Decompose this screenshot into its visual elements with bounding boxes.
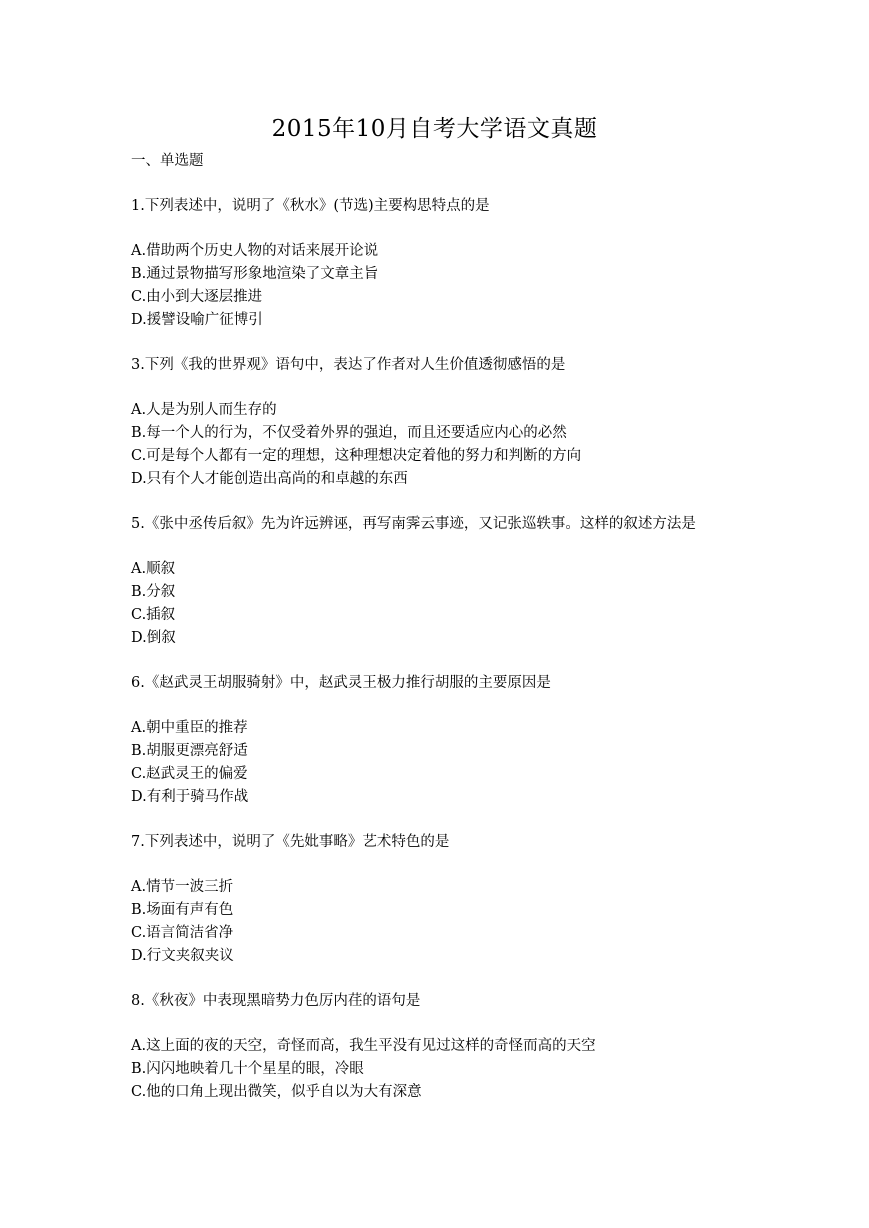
question-8 — [131, 990, 771, 1104]
option-a: A.顺叙 — [131, 561, 176, 577]
option-a: A.人是为别人而生存的 — [131, 402, 277, 418]
question-3 — [131, 354, 771, 491]
option-b: B.通过景物描写形象地渲染了文章主旨 — [131, 266, 379, 282]
option-d: D.有利于骑马作战 — [131, 789, 249, 805]
question-5 — [131, 513, 771, 650]
document-body — [131, 150, 771, 1126]
question-stem: 6.《赵武灵王胡服骑射》中，赵武灵王极力推行胡服的主要原因是 — [131, 675, 551, 691]
question-6 — [131, 672, 771, 809]
option-a: A.朝中重臣的推荐 — [131, 720, 248, 736]
option-c: C.他的口角上现出微笑，似乎自以为大有深意 — [131, 1084, 422, 1100]
option-d: D.行文夹叙夹议 — [131, 948, 234, 964]
option-d: D.援譬设喻广征博引 — [131, 312, 263, 328]
option-a: A.情节一波三折 — [131, 879, 234, 895]
option-c: C.由小到大逐层推进 — [131, 289, 263, 305]
question-stem: 8.《秋夜》中表现黑暗势力色厉内荏的语句是 — [131, 993, 421, 1009]
section-heading: 一、单选题 — [131, 153, 204, 169]
question-stem: 7.下列表述中，说明了《先妣事略》艺术特色的是 — [131, 834, 450, 850]
option-b: B.分叙 — [131, 584, 176, 600]
option-c: C.语言简洁省净 — [131, 925, 234, 941]
question-stem: 5.《张中丞传后叙》先为许远辨诬，再写南霁云事迹，又记张巡轶事。这样的叙述方法是 — [131, 516, 696, 532]
page-title: 2015年10月自考大学语文真题 — [271, 116, 598, 142]
option-d: D.只有个人才能创造出高尚的和卓越的东西 — [131, 471, 408, 487]
option-d: D.倒叙 — [131, 630, 176, 646]
question-stem: 1.下列表述中，说明了《秋水》(节选)主要构思特点的是 — [131, 198, 490, 214]
option-c: C.可是每个人都有一定的理想，这种理想决定着他的努力和判断的方向 — [131, 448, 582, 464]
question-7 — [131, 831, 771, 968]
option-c: C.赵武灵王的偏爱 — [131, 766, 248, 782]
option-b: B.闪闪地映着几十个星星的眼，冷眼 — [131, 1061, 364, 1077]
option-b: B.胡服更漂亮舒适 — [131, 743, 248, 759]
option-c: C.插叙 — [131, 607, 176, 623]
option-a: A.这上面的夜的天空，奇怪而高，我生平没有见过这样的奇怪而高的天空 — [131, 1038, 596, 1054]
question-1 — [131, 195, 771, 332]
option-b: B.每一个人的行为，不仅受着外界的强迫，而且还要适应内心的必然 — [131, 425, 567, 441]
option-b: B.场面有声有色 — [131, 902, 234, 918]
option-a: A.借助两个历史人物的对话来展开论说 — [131, 243, 379, 259]
question-stem: 3.下列《我的世界观》语句中，表达了作者对人生价值透彻感悟的是 — [131, 357, 566, 373]
